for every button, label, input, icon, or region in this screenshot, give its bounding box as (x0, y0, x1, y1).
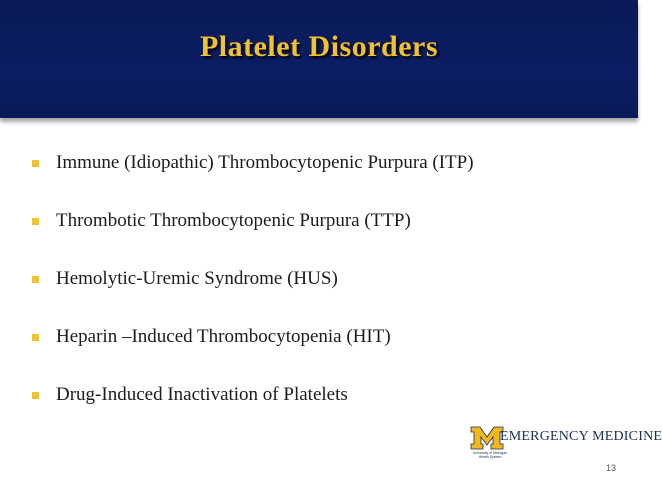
block-m-logo-icon (470, 426, 504, 450)
bullet-text: Hemolytic-Uremic Syndrome (HUS) (56, 268, 338, 289)
square-bullet-icon (32, 160, 39, 167)
bullet-text: Thrombotic Thrombocytopenic Purpura (TTP) (56, 210, 411, 231)
emergency-medicine-logo (470, 424, 662, 460)
bullet-text: Heparin –Induced Thrombocytopenia (HIT) (56, 326, 391, 347)
slide-number: 13 (605, 463, 616, 473)
bullet-item (32, 366, 474, 424)
slide-title: Platelet Disorders (199, 30, 439, 63)
square-bullet-icon (32, 218, 39, 225)
logo-subtitle (470, 451, 510, 459)
bullet-list (32, 134, 474, 424)
logo-sub-line1: University of Michigan (472, 451, 508, 455)
bullet-item (32, 134, 474, 192)
square-bullet-icon (32, 276, 39, 283)
bullet-item (32, 250, 474, 308)
bullet-item (32, 308, 474, 366)
logo-sub-line2: Health System (478, 455, 502, 459)
square-bullet-icon (32, 334, 39, 341)
bullet-text: Drug-Induced Inactivation of Platelets (56, 384, 348, 405)
bullet-text: Immune (Idiopathic) Thrombocytopenic Purpura (ITP) (56, 152, 474, 173)
logo-text: EMERGENCY MEDICINE (500, 429, 662, 444)
square-bullet-icon (32, 392, 39, 399)
bullet-item (32, 192, 474, 250)
title-band (0, 0, 638, 118)
